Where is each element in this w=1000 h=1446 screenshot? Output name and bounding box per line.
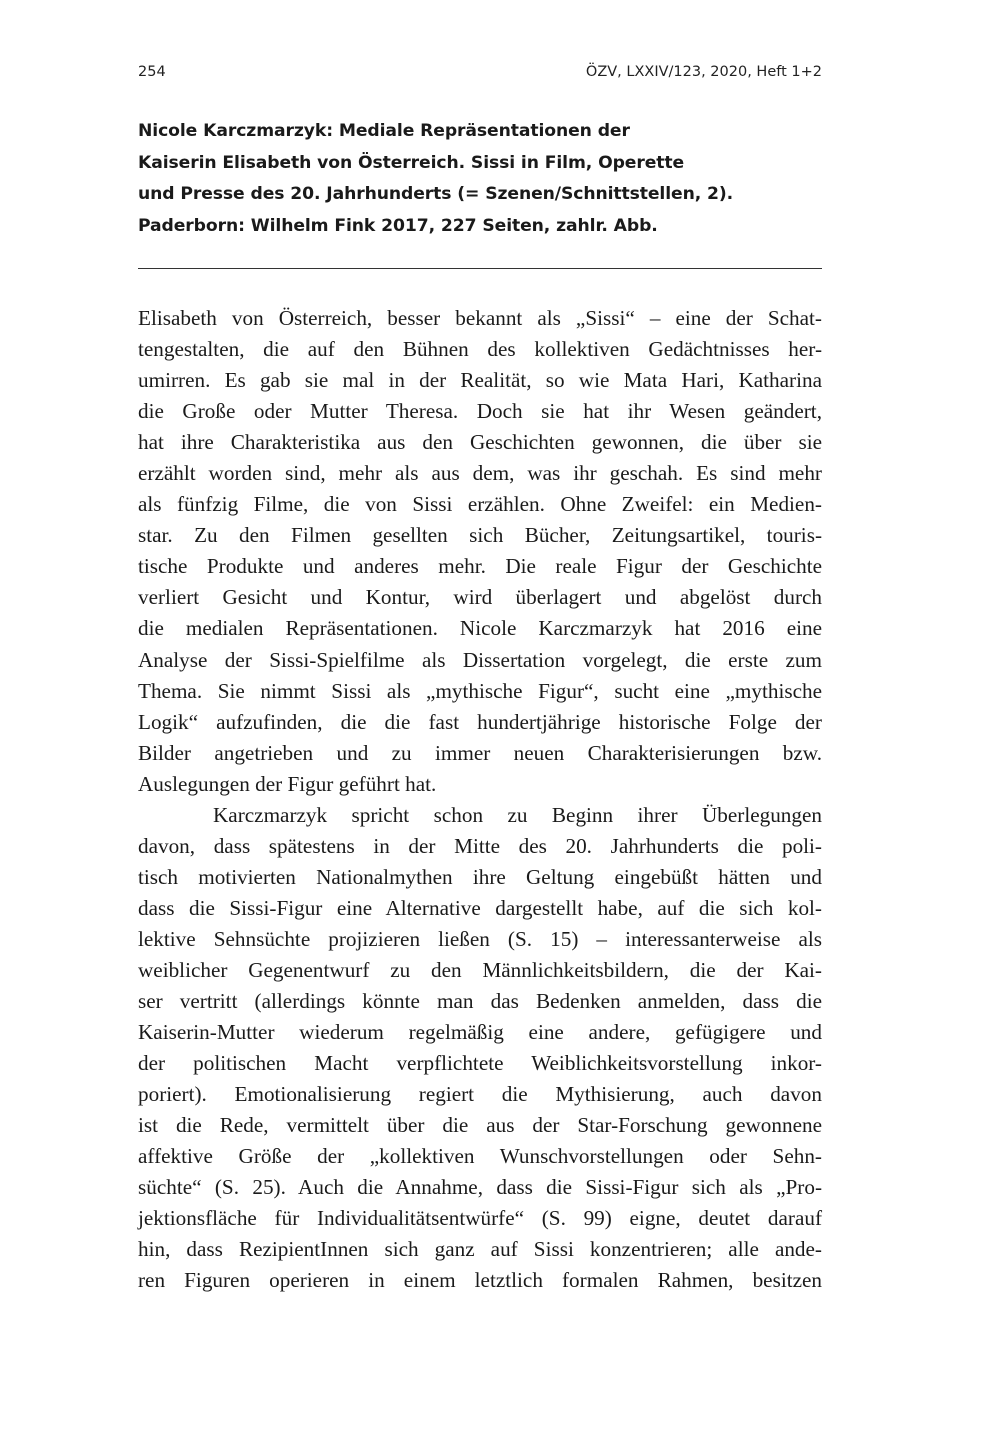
page-number: 254 [138, 64, 166, 80]
text-line: die Große oder Mutter Theresa. Doch sie hat ihr Wesen geändert, [138, 399, 822, 424]
text-line: Thema. Sie nimmt Sissi als „mythische Figur“, sucht eine „mythische [138, 678, 822, 703]
text-line: erzählt worden sind, mehr als aus dem, was ihr geschah. Es sind mehr [138, 461, 822, 486]
text-line: umirren. Es gab sie mal in der Realität, so wie Mata Hari, Katharina [138, 368, 822, 393]
text-line: als fünfzig Filme, die von Sissi erzählen. Ohne Zweifel: ein Medien- [138, 492, 822, 517]
text-line: Elisabeth von Österreich, besser bekannt als „Sissi“ – eine der Schat- [138, 306, 822, 330]
title-line: Kaiserin Elisabeth von Österreich. Sissi in Film, Operette [138, 152, 685, 173]
text-line: der politischen Macht verpflichtete Weiblichkeitsvorstellung inkor- [138, 1051, 822, 1076]
journal-citation: ÖZV, LXXIV/123, 2020, Heft 1+2 [585, 64, 822, 80]
text-line: poriert). Emotionalisierung regiert die Mythisierung, auch davon [138, 1082, 822, 1107]
text-line: verliert Gesicht und Kontur, wird überlagert und abgelöst durch [138, 585, 822, 610]
text-line: ren Figuren operieren in einem letztlich formalen Rahmen, besitzen [138, 1268, 822, 1293]
text-line: Bilder angetrieben und zu immer neuen Charakterisierungen bzw. [138, 740, 822, 765]
text-line: jektionsfläche für Individualitätsentwürfe“ (S. 99) eigne, deutet darauf [138, 1206, 822, 1231]
text-line: süchte“ (S. 25). Auch die Annahme, dass die Sissi-Figur sich als „Pro- [138, 1175, 822, 1200]
text-line: die medialen Repräsentationen. Nicole Karczmarzyk hat 2016 eine [138, 616, 822, 641]
text-line: tengestalten, die auf den Bühnen des kollektiven Gedächtnisses her- [138, 337, 822, 362]
text-line: weiblicher Gegenentwurf zu den Männlichkeitsbildern, die der Kai- [138, 957, 822, 982]
text-line: hat ihre Charakteristika aus den Geschichten gewonnen, die über sie [138, 430, 822, 455]
text-line: star. Zu den Filmen gesellten sich Bücher, Zeitungsartikel, touris- [138, 523, 822, 548]
review-title [138, 116, 828, 242]
text-line: tische Produkte und anderes mehr. Die reale Figur der Geschichte [138, 554, 822, 579]
text-line: davon, dass spätestens in der Mitte des 20. Jahrhunderts die poli- [138, 833, 822, 858]
title-line: Nicole Karczmarzyk: Mediale Repräsentationen der [138, 121, 630, 141]
text-line: Karczmarzyk spricht schon zu Beginn ihrer Überlegungen [213, 802, 822, 827]
paragraph-1 [138, 303, 822, 800]
title-line: Paderborn: Wilhelm Fink 2017, 227 Seiten, zahlr. Abb. [138, 215, 658, 236]
text-line: affektive Größe der „kollektiven Wunschvorstellungen oder Sehn- [138, 1144, 822, 1169]
running-header [138, 64, 822, 80]
text-line: tisch motivierten Nationalmythen ihre Geltung eingebüßt hätten und [138, 864, 822, 889]
text-line: Auslegungen der Figur geführt hat. [138, 771, 437, 796]
text-line: dass die Sissi-Figur eine Alternative dargestellt habe, auf die sich kol- [138, 895, 822, 920]
text-line: Kaiserin-Mutter wiederum regelmäßig eine andere, gefügigere und [138, 1020, 822, 1045]
text-line: lektive Sehnsüchte projizieren ließen (S. 15) – interessanterweise als [138, 926, 822, 951]
paragraph-2 [138, 800, 822, 1297]
text-line: ser vertritt (allerdings könnte man das Bedenken anmelden, dass die [138, 989, 822, 1014]
text-line: Logik“ aufzufinden, die die fast hundertjährige historische Folge der [138, 709, 822, 734]
text-line: Analyse der Sissi-Spielfilme als Dissertation vorgelegt, die erste zum [138, 647, 822, 672]
body-text [138, 303, 822, 1297]
title-line: und Presse des 20. Jahrhunderts (= Szenen/Schnittstellen, 2). [138, 184, 734, 204]
divider [138, 268, 822, 269]
text-line: hin, dass RezipientInnen sich ganz auf Sissi konzentrieren; alle ande- [138, 1237, 822, 1262]
text-line: ist die Rede, vermittelt über die aus der Star-Forschung gewonnene [138, 1113, 822, 1138]
